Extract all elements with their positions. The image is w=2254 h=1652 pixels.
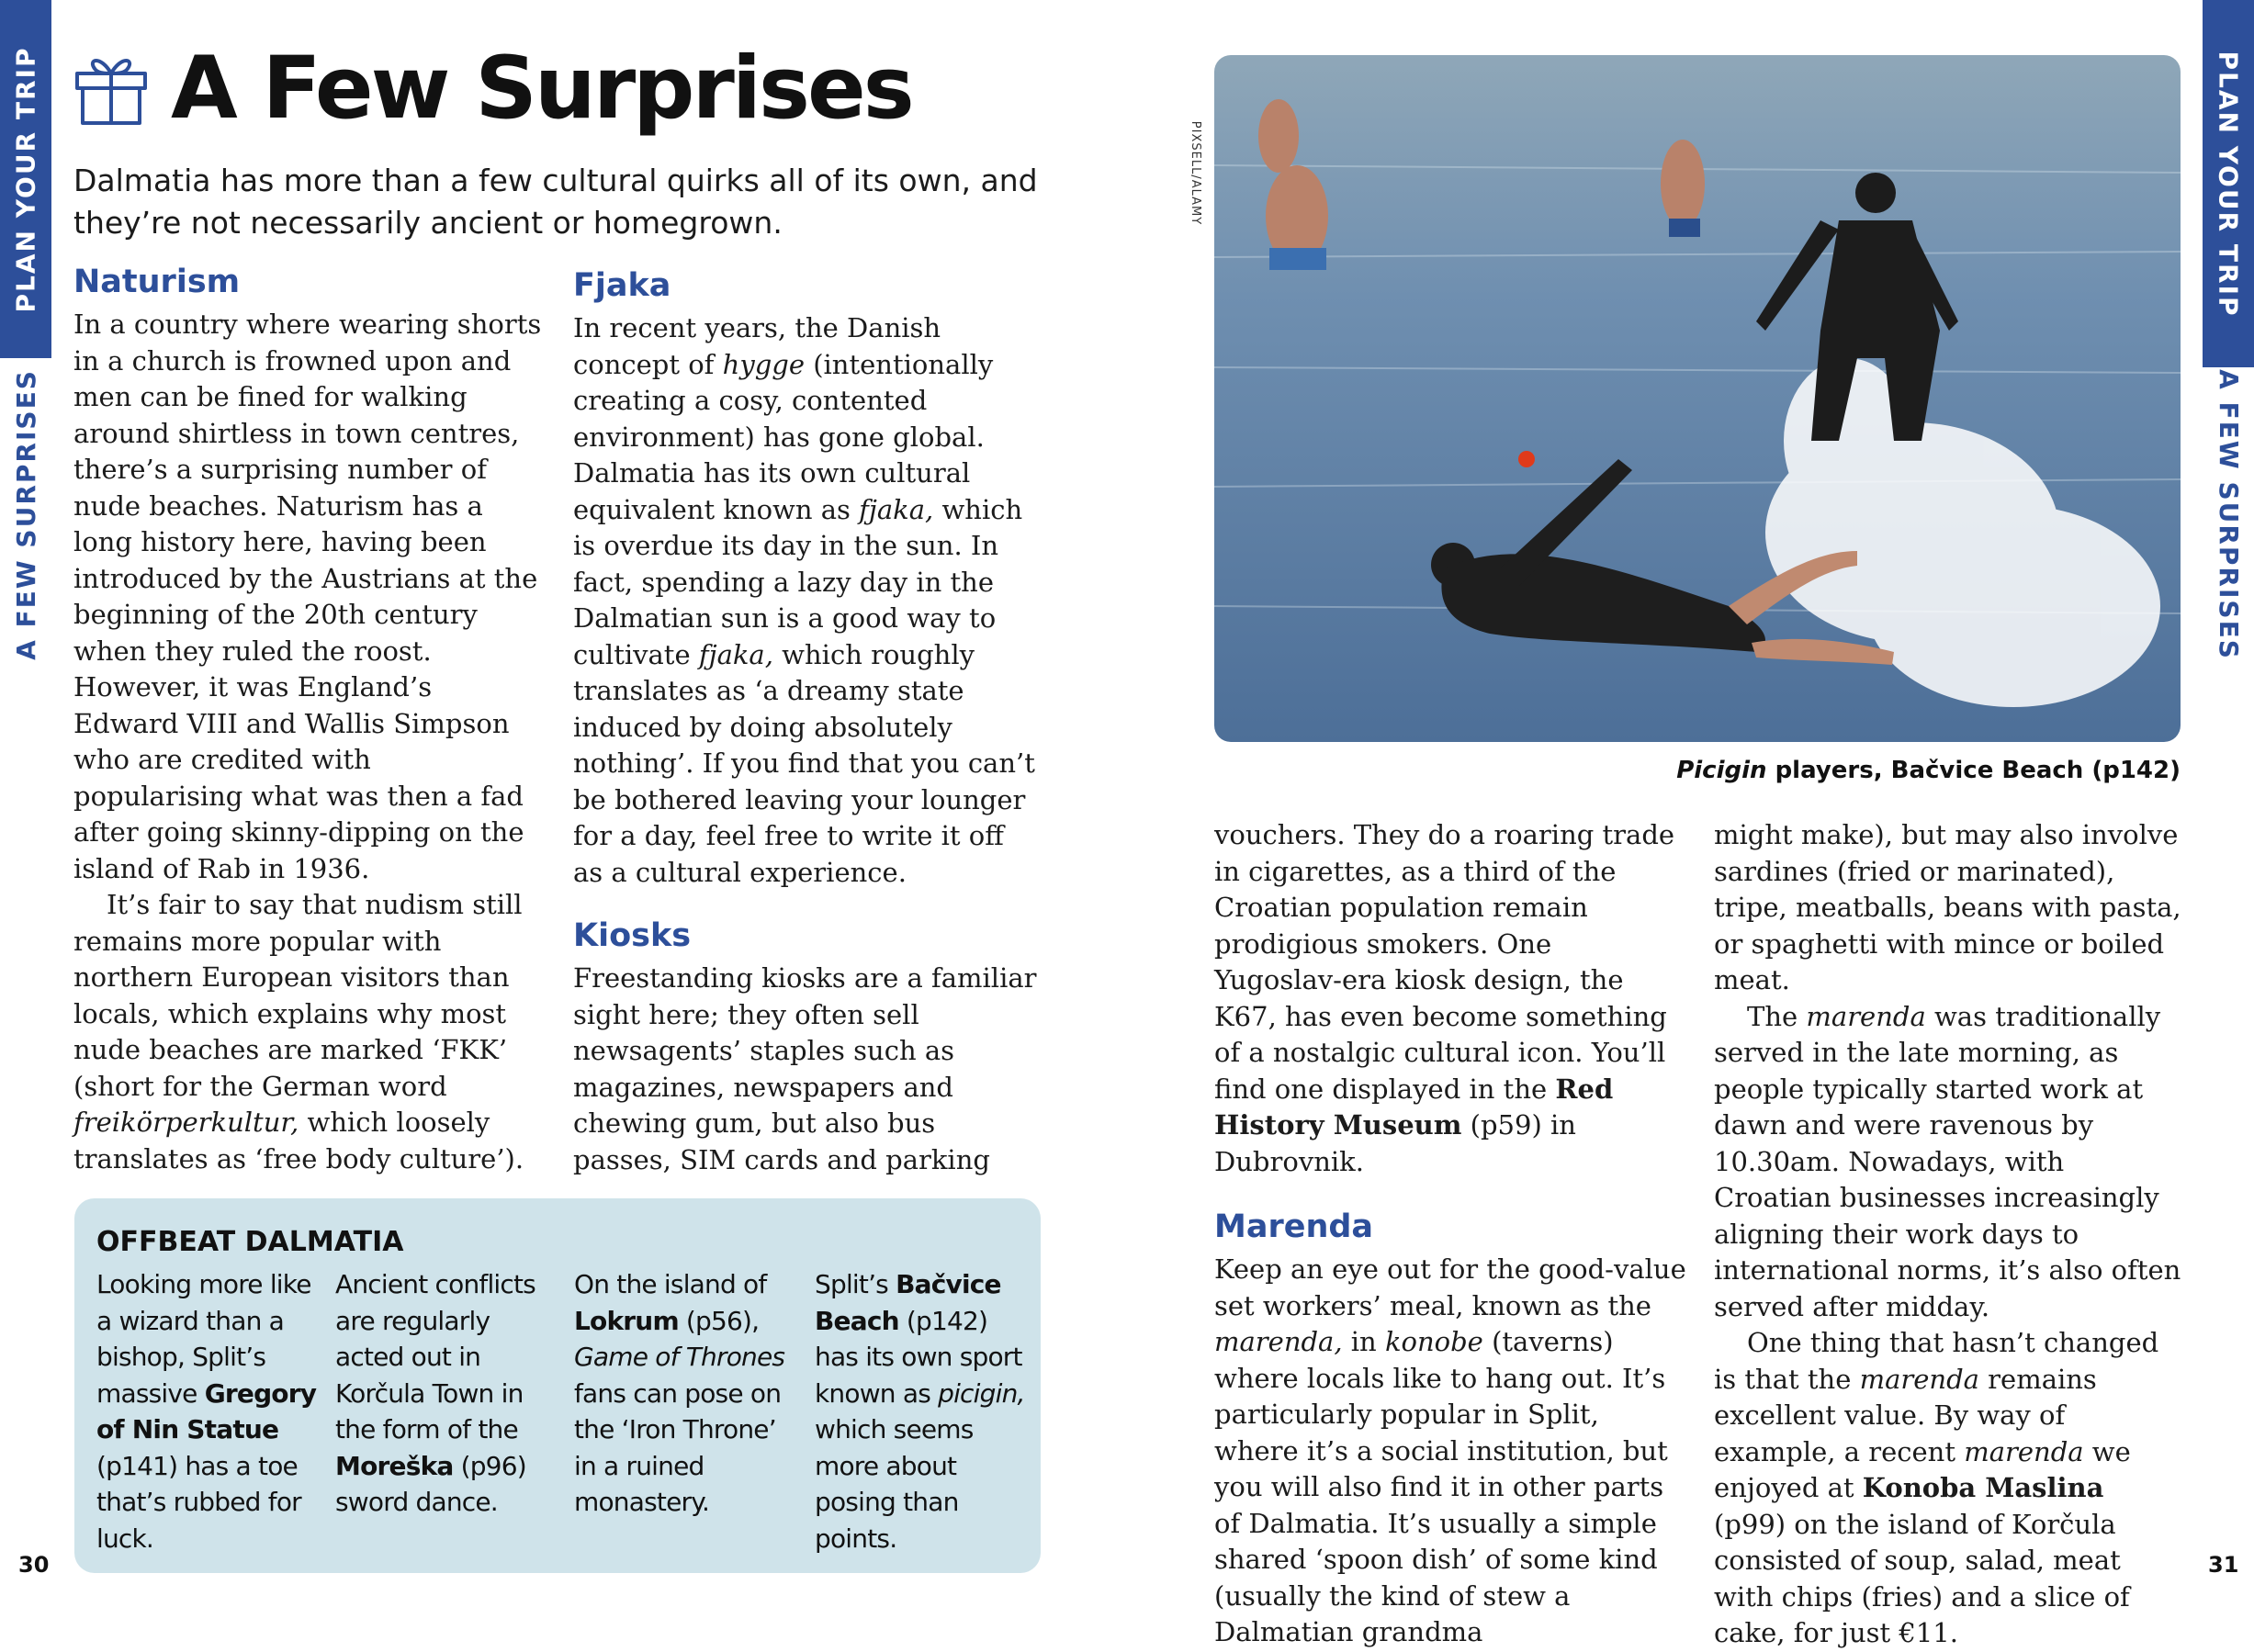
photo-credit: PIXSELL/ALAMY [1189, 120, 1203, 225]
marenda-paragraph-1: Keep an eye out for the good-value set workers’ meal, known as the marenda, in konobe (taverns) where locals like to hang out. It’s particularly popular in Split, where it’s a social institution, but you will also find it in other parts of Dalmatia. It’s usually a simple shared ‘spoon dish’ of some kind (usually the kind of stew a Dalmatian grandma [1214, 1253, 1686, 1647]
fjaka-paragraph: In recent years, the Danish concept of hygge (intentionally creating a cosy, contented environment) has gone global. Dalmatia has its own cultural equivalent known as fjaka, which is overdue its day in the sun. In fact, spending a lazy day in the Dalmatian sun is a good way to cultivate fjaka, which roughly translates as ‘a dreamy state induced by doing absolutely nothing’. If you find that you can’t be bothered leaving your lounger for a day, feel free to write it off as a cultural experience. [573, 312, 1035, 888]
offbeat-dalmatia-box [74, 1198, 1041, 1573]
side-section-label-right: A FEW SURPRISES [2213, 368, 2244, 660]
kiosks-heading: Kiosks [573, 917, 692, 954]
marenda-continued-column [1714, 817, 2182, 1652]
page-number-right: 31 [2208, 1552, 2239, 1578]
offbeat-item-bacvice: Split’s Bačvice Beach (p142) has its own sport known as picigin, which seems more about posing than points. [815, 1269, 1025, 1554]
fjaka-kiosks-column [573, 264, 1042, 1178]
marenda-paragraph-3: One thing that hasn’t changed is that the marenda remains excellent value. By way of example, a recent marenda we enjoyed at Konoba Maslina (p99) on the island of Korčula consisted of soup, salad, meat with chips (fries) and a slice of cake, for just €11. [1714, 1327, 2159, 1648]
marenda-paragraph-1-continued: might make), but may also involve sardines (fried or marinated), tripe, meatballs, beans with pasta, or spaghetti with mince or boiled meat. [1714, 819, 2181, 995]
marenda-paragraph-2: The marenda was traditionally served in the late morning, as people typically started work at dawn and were ravenous by 10.30am. Nowadays, with Croatian businesses increasingly aligning their work days to international norms, it’s also often served after midday. [1714, 1000, 2181, 1322]
side-tab-plan-your-trip: PLAN YOUR TRIP [0, 0, 51, 358]
kiosks-paragraph: Freestanding kiosks are a familiar sight here; they often sell newsagents’ staples such as magazines, newspapers and chewing gum, but also bus passes, SIM cards and parking [573, 962, 1037, 1175]
kiosks-marenda-column [1214, 817, 1686, 1651]
naturism-column [73, 261, 544, 1177]
marenda-heading: Marenda [1214, 1208, 1374, 1245]
offbeat-heading: OFFBEAT DALMATIA [96, 1226, 404, 1258]
side-tab-plan-your-trip-right: PLAN YOUR TRIP [2203, 0, 2254, 367]
gift-icon [73, 51, 149, 127]
side-section-label: A FEW SURPRISES [10, 368, 41, 660]
offbeat-item-moreska: Ancient conflicts are regularly acted out in Korčula Town in the form of the Moreška (p96) sword dance. [335, 1269, 535, 1517]
naturism-paragraph-2: It’s fair to say that nudism still remains more popular with northern European visitors than locals, which explains why most nude beaches are marked ‘FKK’ (short for the German word freikörperkultur, which loosely translates as ‘free body culture’). [73, 889, 524, 1174]
naturism-heading: Naturism [73, 264, 241, 300]
kiosks-paragraph-continued: vouchers. They do a roaring trade in cigarettes, as a third of the Croatian population remain prodigious smokers. One Yugoslav-era kiosk design, the K67, has even become something of a nostalgic cultural icon. You’ll find one displayed in the Red History Museum (p59) in Dubrovnik. [1214, 819, 1675, 1177]
picigin-photo [1214, 55, 2181, 742]
offbeat-item-gregory: Looking more like a wizard than a bishop, Split’s massive Gregory of Nin Statue (p141) has a toe that’s rubbed for luck. [96, 1269, 317, 1554]
page-title: A Few Surprises [171, 39, 912, 139]
page-number-left: 30 [18, 1552, 50, 1578]
naturism-paragraph-1: In a country where wearing shorts in a church is frowned upon and men can be fined for walking around shirtless in town centres, there’s a surprising number of nude beaches. Naturism has a long history here, having been introduced by the Austrians at the beginning of the 20th century when they ruled the roost. However, it was England’s Edward VIII and Wallis Simpson who are credited with popularising what was then a fad after going skinny-dipping on the island of Rab in 1936. [73, 309, 542, 884]
intro-text: Dalmatia has more than a few cultural quirks all of its own, and they’re not necessarily ancient or homegrown. [73, 163, 1038, 241]
fjaka-heading: Fjaka [573, 267, 671, 304]
photo-caption: Picigin players, Bačvice Beach (p142) [1676, 757, 2181, 784]
offbeat-item-lokrum: On the island of Lokrum (p56), Game of Thrones fans can pose on the ‘Iron Throne’ in a ruined monastery. [574, 1269, 785, 1517]
